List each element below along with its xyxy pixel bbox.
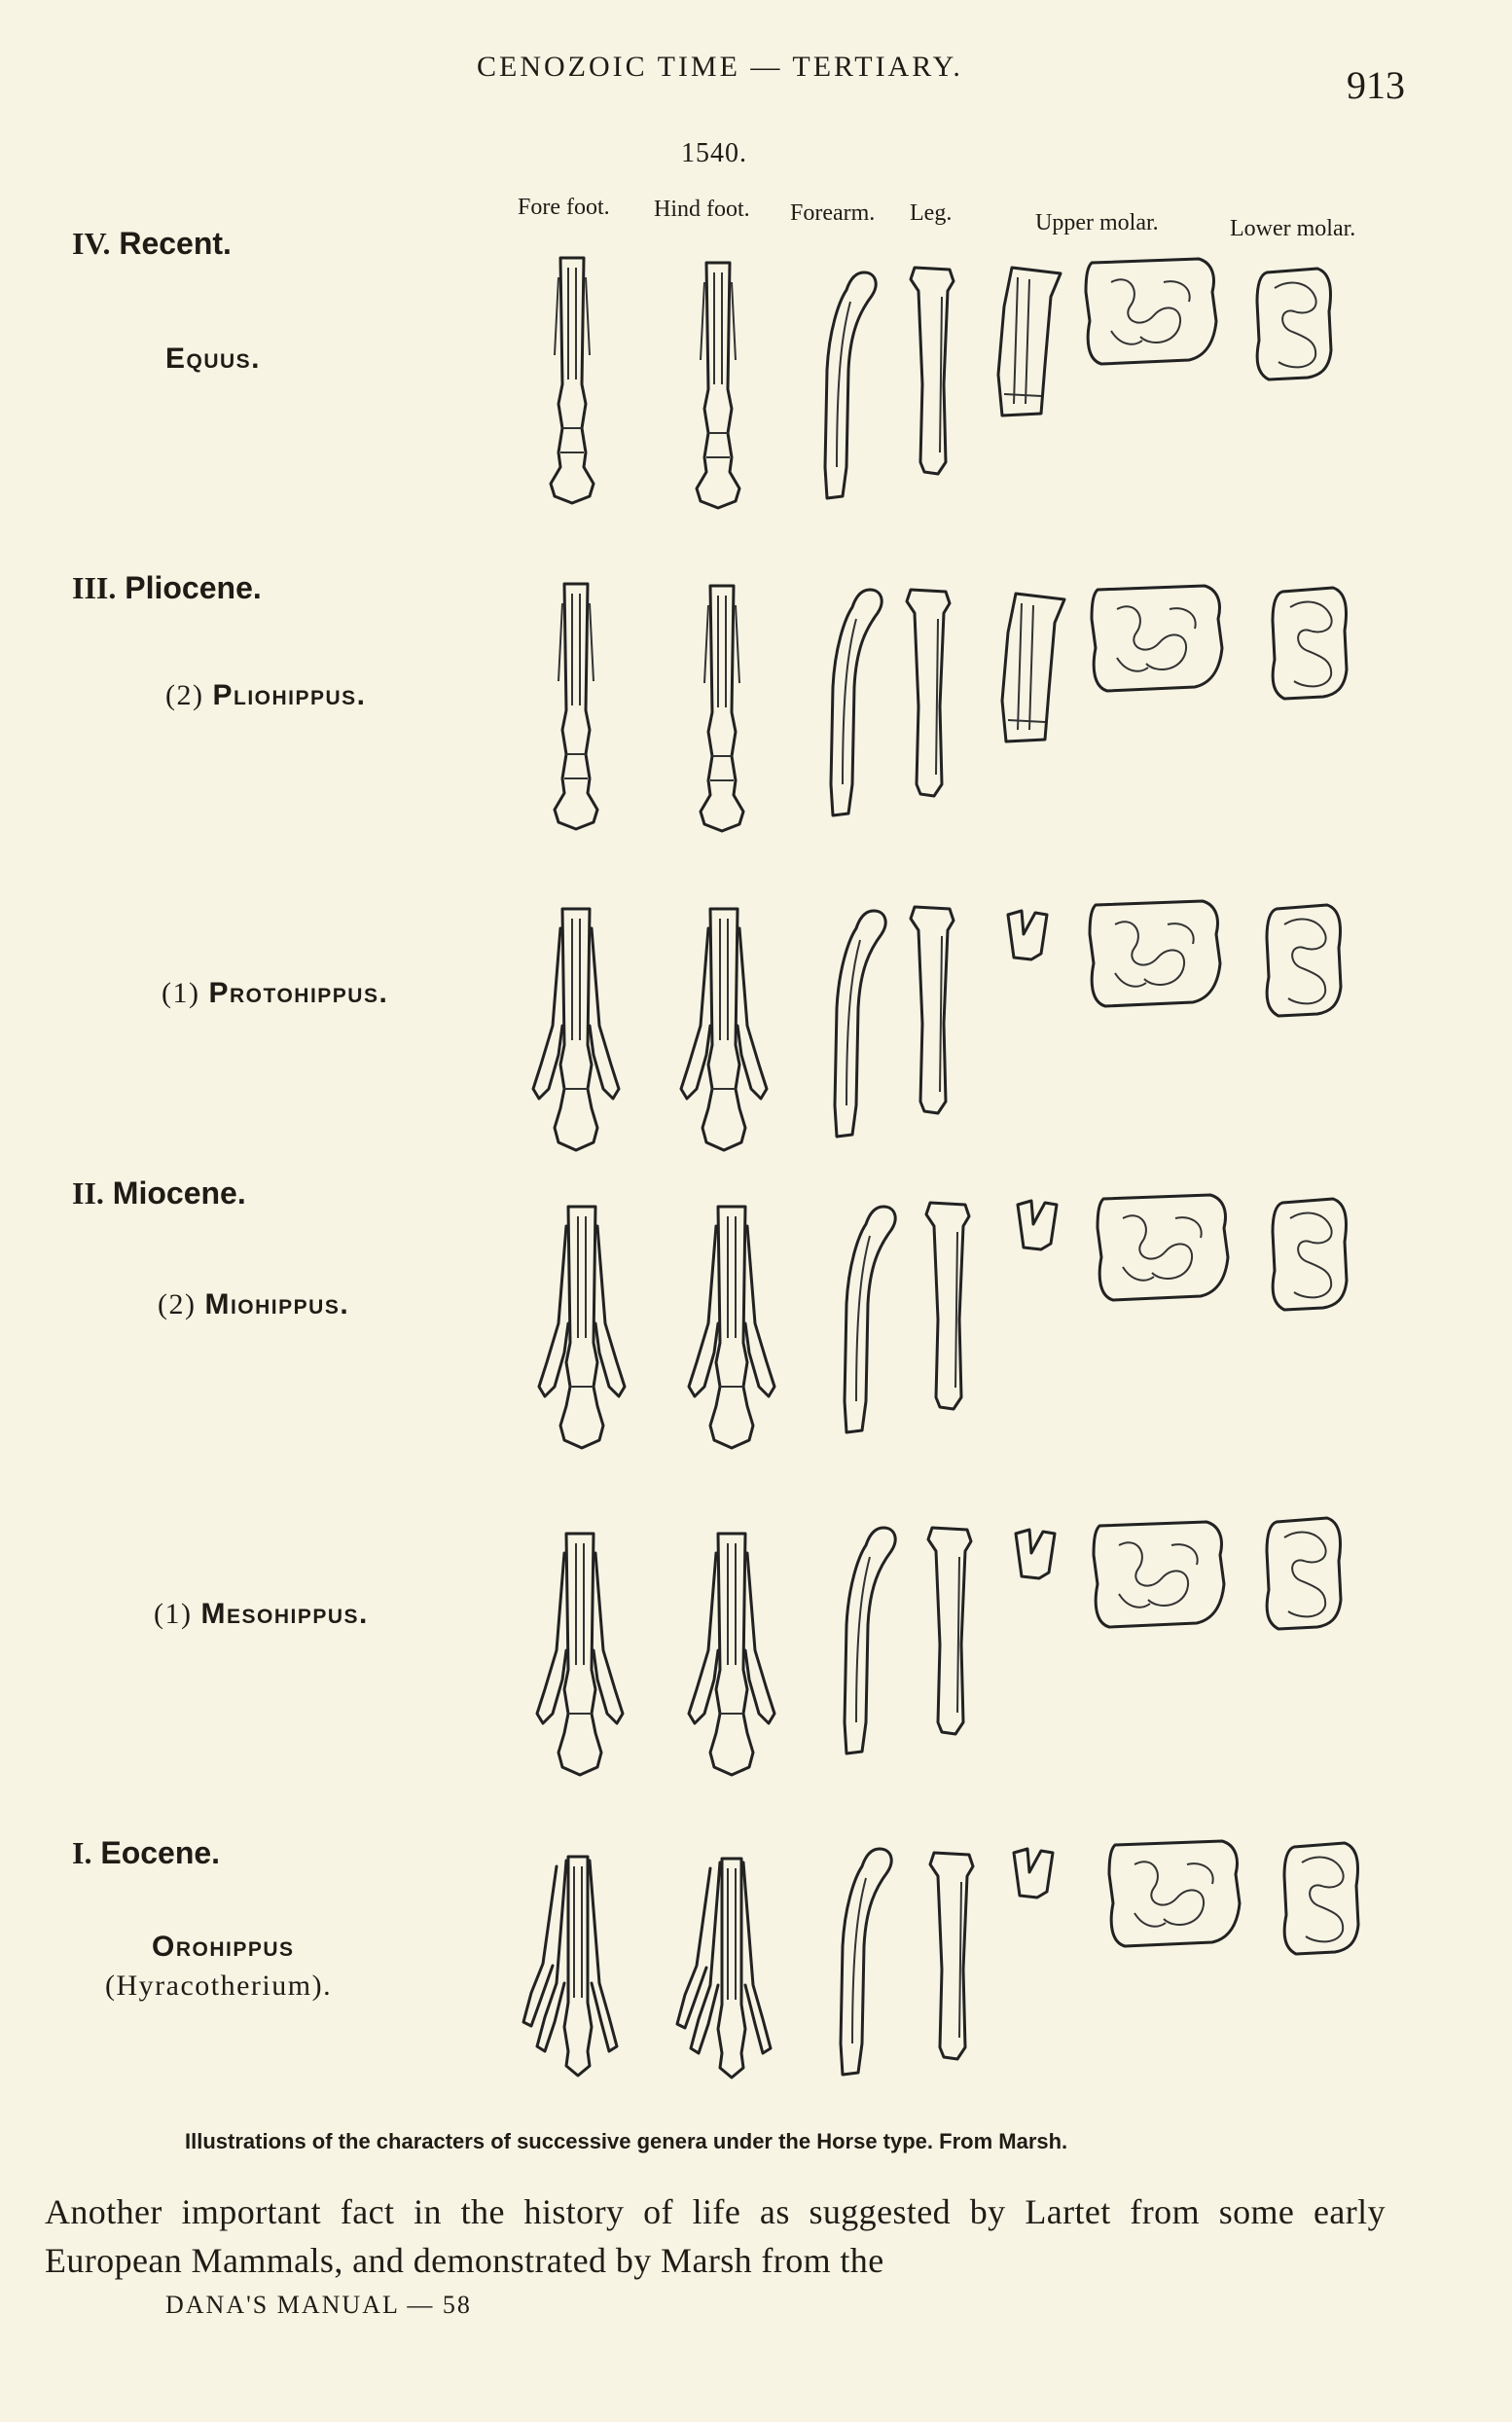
genus-pliohippus: (2) Pliohippus.: [165, 679, 367, 711]
figure-caption: Illustrations of the characters of successive genera under the Horse type. From Marsh.: [185, 2129, 1068, 2153]
period-eocene: I. Eocene.: [72, 1835, 221, 1870]
col-hind-foot: Hind foot.: [654, 197, 750, 222]
genus-mesohippus: (1) Mesohippus.: [154, 1598, 369, 1630]
period-miocene: II. Miocene.: [72, 1175, 246, 1211]
period-recent: IV. Recent.: [72, 226, 232, 261]
footer-signature: DANA'S MANUAL — 58: [165, 2291, 472, 2319]
col-fore-foot: Fore foot.: [518, 195, 610, 220]
col-forearm: Forearm.: [790, 200, 876, 226]
running-head: CENOZOIC TIME — TERTIARY.: [477, 51, 963, 83]
genus-equus: Equus.: [165, 343, 262, 375]
genus-hyracotherium: (Hyracotherium).: [105, 1970, 333, 2002]
col-leg: Leg.: [910, 200, 953, 226]
body-paragraph: Another important fact in the history of life as suggested by Lartet from some early European Mammals, and demonstrated by Marsh from the: [45, 2192, 1386, 2280]
page-number: 913: [1347, 63, 1405, 107]
col-upper-molar: Upper molar.: [1035, 210, 1159, 235]
figure-number: 1540.: [681, 138, 747, 168]
genus-orohippus: Orohippus: [152, 1931, 295, 1963]
period-pliocene: III. Pliocene.: [72, 570, 262, 605]
genus-miohippus: (2) Miohippus.: [158, 1288, 350, 1320]
genus-protohippus: (1) Protohippus.: [162, 977, 389, 1009]
col-lower-molar: Lower molar.: [1230, 216, 1356, 241]
